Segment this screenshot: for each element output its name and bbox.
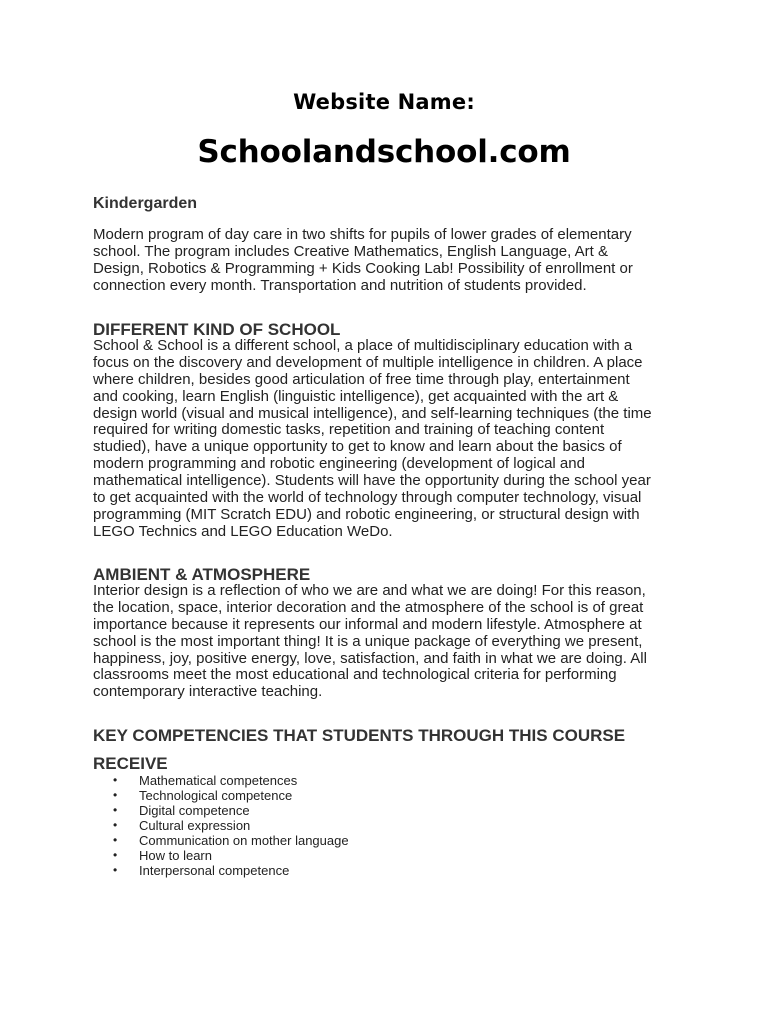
list-item [93, 788, 693, 803]
kindergarden-heading: Kindergarden [93, 195, 198, 212]
paragraph-line: happiness, joy, positive energy, love, satisfaction, and faith in what we are doing. All [93, 649, 647, 667]
list-item-label: Mathematical competences [139, 773, 298, 788]
website-name-label: Website Name: [293, 90, 475, 114]
list-item-label: Communication on mother language [139, 833, 349, 848]
paragraph-line: school. The program includes Creative Mathematics, English Language, Art & [93, 242, 608, 260]
bullet-icon: • [113, 773, 118, 787]
list-item-label: Technological competence [139, 788, 293, 803]
list-item [93, 773, 693, 788]
list-item-label: How to learn [139, 848, 212, 863]
paragraph-line: design world (visual and musical intelligence), and self-learning techniques (the time [93, 404, 652, 422]
different-school-paragraph [93, 338, 693, 541]
paragraph-line: required for writing domestic tasks, repetition and training of teaching content [93, 421, 605, 439]
paragraph-line: where children, besides good articulation of free time through play, entertainment [93, 370, 630, 388]
paragraph-line: modern programming and robotic engineering (development of logical and [93, 455, 585, 473]
list-item [93, 818, 693, 833]
bullet-icon: • [113, 863, 118, 877]
bullet-icon: • [113, 833, 118, 847]
paragraph-line: focus on the discovery and development of multiple intelligence in children. A place [93, 353, 643, 371]
ambient-heading: AMBIENT & ATMOSPHERE [93, 565, 311, 584]
list-item-label: Interpersonal competence [139, 863, 290, 878]
paragraph-line: classrooms meet the most educational and technological criteria for performing [93, 666, 617, 684]
list-item [93, 803, 693, 818]
paragraph-line: mathematical intelligence). Students will have the opportunity during the school year [93, 472, 651, 490]
paragraph-line: Modern program of day care in two shifts for pupils of lower grades of elementary [93, 226, 632, 243]
paragraph-line: programming (MIT Scratch EDU) and robotic engineering, or structural design with [93, 505, 640, 523]
different-school-heading: DIFFERENT KIND OF SCHOOL [93, 320, 341, 339]
list-item [93, 848, 693, 863]
paragraph-line: and cooking, learn English (linguistic intelligence), get acquainted with the art & [93, 387, 619, 405]
paragraph-line: importance because it represents our informal and modern lifestyle. Atmosphere at [93, 615, 642, 633]
paragraph-line: connection every month. Transportation and nutrition of students provided. [93, 276, 587, 294]
competencies-list [93, 773, 693, 878]
bullet-icon: • [113, 848, 118, 862]
ambient-paragraph [93, 583, 693, 701]
bullet-icon: • [113, 788, 118, 802]
paragraph-line: School & School is a different school, a place of multidisciplinary education with a [93, 337, 633, 354]
paragraph-line: LEGO Technics and LEGO Education WeDo. [93, 522, 393, 540]
paragraph-line: studied), have a unique opportunity to get to know and learn about the basics of [93, 438, 622, 456]
bullet-icon: • [113, 818, 118, 832]
paragraph-line: school is the most important thing! It is a unique package of everything we present, [93, 632, 643, 650]
competencies-heading-line: KEY COMPETENCIES THAT STUDENTS THROUGH THIS COURSE [93, 726, 626, 745]
competencies-heading [93, 722, 693, 778]
website-name-value: Schoolandschool.com [197, 134, 571, 170]
list-item [93, 863, 693, 878]
kindergarden-paragraph [93, 227, 693, 295]
list-item [93, 833, 693, 848]
list-item-label: Digital competence [139, 803, 250, 818]
competencies-heading-line: RECEIVE [93, 754, 168, 773]
paragraph-line: contemporary interactive teaching. [93, 683, 323, 701]
paragraph-line: Design, Robotics & Programming + Kids Cooking Lab! Possibility of enrollment or [93, 259, 633, 277]
bullet-icon: • [113, 803, 118, 817]
list-item-label: Cultural expression [139, 818, 251, 833]
paragraph-line: Interior design is a reflection of who we are and what we are doing! For this reason, [93, 582, 646, 599]
paragraph-line: the location, space, interior decoration and the atmosphere of the school is of great [93, 598, 644, 616]
paragraph-line: to get acquainted with the world of technology through computer technology, visual [93, 489, 642, 507]
